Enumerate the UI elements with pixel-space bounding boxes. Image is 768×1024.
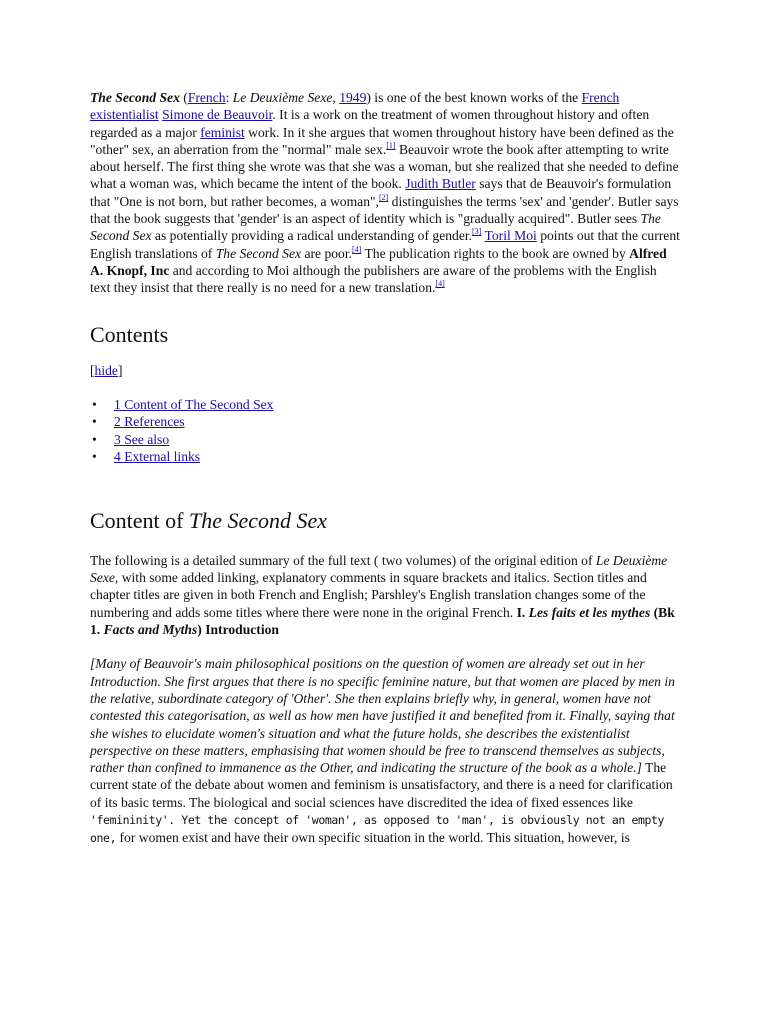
link-toril-moi[interactable]: Toril Moi xyxy=(484,228,537,244)
book-title xyxy=(90,90,180,105)
toc-link-references[interactable]: 2 References xyxy=(114,414,185,430)
link-judith-butler[interactable]: Judith Butler xyxy=(405,176,476,192)
bullet-icon: • xyxy=(92,449,97,465)
text: are poor. xyxy=(301,245,353,261)
text: , with some added linking, explanatory comments in square brackets and italics. Section titles and chapter titles are given in both French and English; Parshley's English translation changes some of the numbering and adds some titles where there were none in the original French. xyxy=(90,570,647,620)
text: and according to Moi although the publishers are aware of the problems with the English text they insist that there really is no need for a new translation. xyxy=(90,262,657,296)
heading-text: Content of xyxy=(90,507,189,533)
text: 'femininity'. Yet the concept of 'woman', as opposed to 'man', is obviously not an empty one, xyxy=(90,813,665,846)
link-simone-de-beauvoir[interactable]: Simone de Beauvoir xyxy=(162,107,273,123)
heading-italic: The Second Sex xyxy=(189,507,328,533)
text: The current state of the debate about women and feminism is unsatisfactory, and there is a need for clarification of its basic terms. The biological and social sciences have discredited the idea of fixed essences like xyxy=(90,760,673,810)
hide-toc-link[interactable]: hide xyxy=(94,362,118,378)
ref-sup xyxy=(472,227,481,236)
contents-heading: Contents xyxy=(90,321,169,347)
link-existentialist[interactable]: existentialist xyxy=(90,107,159,123)
toc-link-see-also[interactable]: 3 See also xyxy=(114,431,170,447)
text: : xyxy=(225,90,233,105)
ref-sup xyxy=(435,279,444,288)
text: for women exist and have their own specific situation in the world. This situation, however, is xyxy=(116,830,630,846)
reference-2[interactable]: [2] xyxy=(378,192,389,202)
text: as potentially providing a radical understanding of gender. xyxy=(151,228,473,244)
publisher-name: Alfred A. Knopf, Inc xyxy=(90,245,667,278)
text: ) Introduction xyxy=(197,622,279,638)
table-of-contents xyxy=(90,396,680,466)
section-heading xyxy=(90,508,680,534)
reference-4-b[interactable]: [4] xyxy=(435,279,445,289)
ref-sup xyxy=(386,141,395,150)
toc-item xyxy=(92,396,680,414)
text: (Bk 1. xyxy=(90,604,675,638)
text: I. xyxy=(516,604,529,620)
reference-4[interactable]: [4] xyxy=(352,244,362,254)
ref-sup xyxy=(352,245,361,254)
text: The following is a detailed summary of the full text ( two volumes) of the original edition of xyxy=(90,552,596,568)
summary-paragraph xyxy=(90,552,680,638)
bracket: [ xyxy=(90,362,95,378)
bullet-icon: • xyxy=(92,431,97,447)
toc-item xyxy=(92,413,680,431)
text: ) is one of the best known works of the xyxy=(366,90,582,105)
editor-note: [Many of Beauvoir's main philosophical positions on the question of women are already set out in her Introduction. She first argues that there is no specific feminine nature, but that women are placed by men in the relative, subordinate category of 'Other'. She then explains briefly why, in general, women have not contested this categorisation, as well as how men have justified it and benefited from it. Finally, saying that she wishes to elucidate women's situation and what the future holds, she describes the existentialist perspective on these matters, emphasising that women should be free to transcend themselves as subjects, rather than confined to immanence as the Other, and indicating the structure of the book as a whole.] xyxy=(90,656,675,776)
bullet-icon: • xyxy=(92,414,97,430)
italic-title: The Second Sex xyxy=(215,245,302,261)
toc-link-external-links[interactable]: 4 External links xyxy=(114,449,201,465)
text: Beauvoir wrote the book after attempting to write about herself. The first thing she wrote was that she was a woman, but she realized that she needed to define what a woman was, which became the intent of the book. xyxy=(90,141,679,192)
link-1949[interactable]: 1949 xyxy=(339,90,367,105)
text: points out that the current English translations of xyxy=(90,228,680,261)
french-title: Le Deuxième Sexe xyxy=(232,90,333,105)
toc-toggle xyxy=(90,362,680,379)
link-french-2[interactable]: French xyxy=(581,90,620,105)
text: The publication rights to the book are owned by xyxy=(361,245,630,261)
introduction-paragraph xyxy=(90,655,680,847)
text: , xyxy=(332,90,340,105)
text: work. In it she argues that women throughout history have been defined as the "other" sex, an aberration from the "normal" male sex. xyxy=(90,124,674,157)
text: Facts and Myths xyxy=(103,622,198,638)
italic-title: The Second Sex xyxy=(90,211,661,244)
reference-3[interactable]: [3] xyxy=(472,227,482,237)
link-french[interactable]: French xyxy=(187,90,226,105)
text: ( xyxy=(179,90,188,105)
ref-sup xyxy=(379,193,388,202)
toc-item xyxy=(92,431,680,449)
bullet-icon: • xyxy=(92,396,97,412)
text: . It is a work on the treatment of women throughout history and often regarded as a major xyxy=(90,107,650,140)
text: distinguishes the terms 'sex' and 'gender'. Butler says that the book suggests that 'gender' is an aspect of identity which is "gradually acquired". Butler sees xyxy=(90,193,679,227)
italic-title: Le Deuxième Sexe xyxy=(90,552,668,586)
text: says that de Beauvoir's formulation that "One is not born, but rather becomes, a woman", xyxy=(90,176,672,209)
toc-link-content[interactable]: 1 Content of The Second Sex xyxy=(114,396,274,412)
intro-paragraph xyxy=(90,89,680,297)
link-feminist[interactable]: feminist xyxy=(200,124,245,140)
reference-1[interactable]: [1] xyxy=(386,140,396,150)
bracket: ] xyxy=(117,362,123,378)
book-title-text: The Second Sex xyxy=(90,90,180,105)
text: Les faits et les mythes xyxy=(528,604,651,620)
toc-item xyxy=(92,448,680,466)
document-page xyxy=(90,89,680,848)
